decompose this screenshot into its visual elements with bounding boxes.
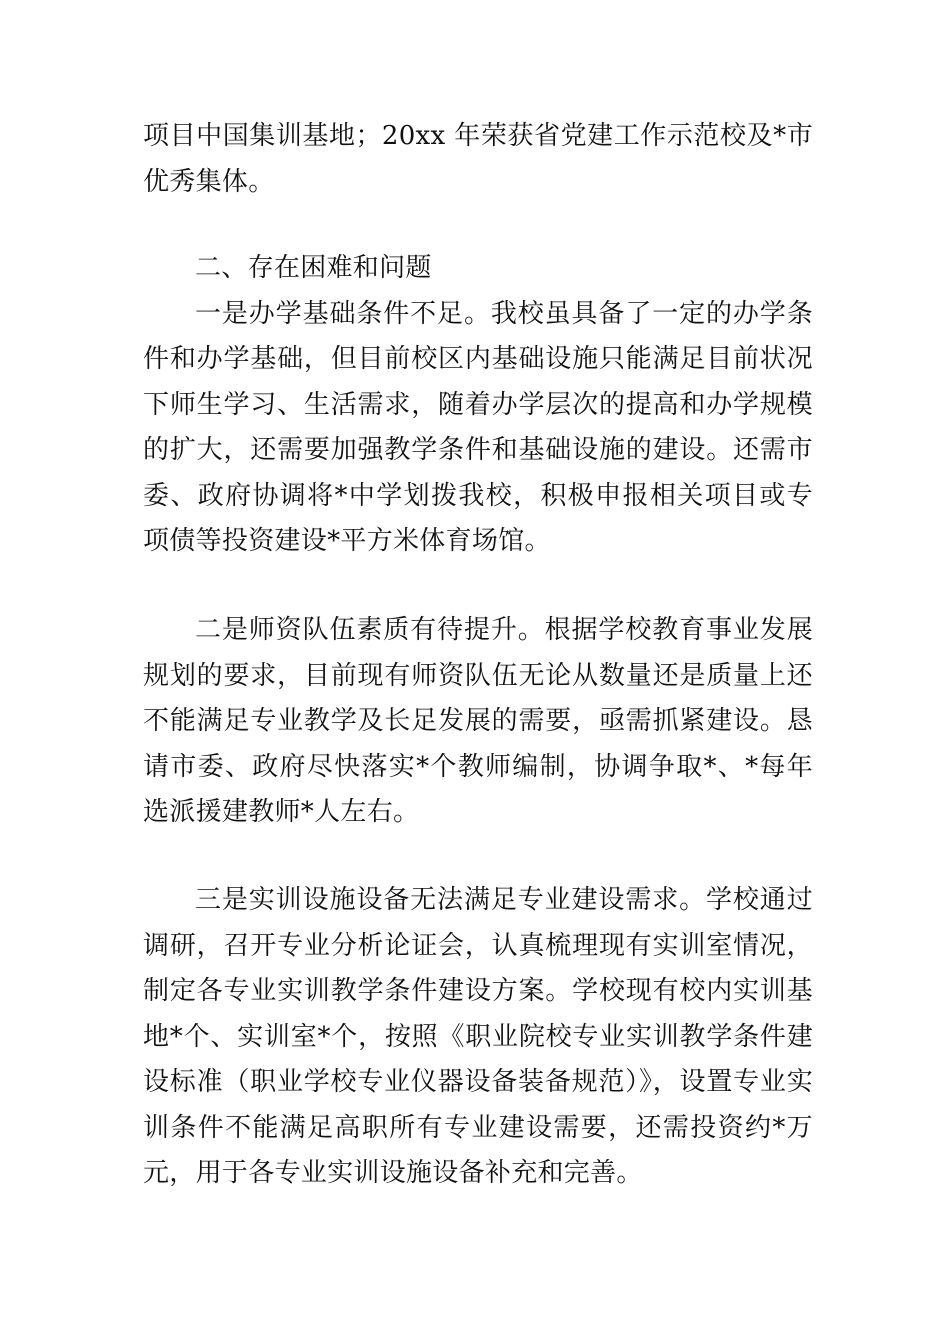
section-heading: 二、存在困难和问题 (195, 253, 432, 283)
section-block (143, 246, 813, 565)
paragraph-teachers: 二是师资队伍素质有待提升。根据学校教育事业发展规划的要求，目前现有师资队伍无论从数量还是质量上还不能满足专业教学及长足发展的需要，亟需抓紧建设。恳请市委、政府尽快落实*个教师编制，协调争取*、*每年选派援建教师*人左右。 (143, 615, 813, 827)
continuation-paragraph (143, 114, 813, 205)
paragraph-facilities: 一是办学基础条件不足。我校虽具备了一定的办学条件和办学基础，但目前校区内基础设施只能满足目前状况下师生学习、生活需求，随着办学层次的提高和办学规模的扩大，还需要加强教学条件和基础设施的建设。还需市委、政府协调将*中学划拨我校，积极申报相关项目或专项债等投资建设*平方米体育场馆。 (143, 298, 813, 556)
paragraph-training: 三是实训设施设备无法满足专业建设需求。学校通过调研，召开专业分析论证会，认真梳理现有实训室情况，制定各专业实训教学条件建设方案。学校现有校内实训基地*个、实训室*个，按照《职业院校专业实训教学条件建设标准（职业学校专业仪器设备装备规范）》，设置专业实训条件不能满足高职所有专业建设需要，还需投资约*万元，用于各专业实训设施设备补充和完善。 (143, 885, 813, 1188)
continuation-text: 项目中国集训基地；20xx 年荣获省党建工作示范校及*市优秀集体。 (143, 121, 813, 197)
paragraph-block-teachers (143, 608, 813, 836)
paragraph-block-training (143, 878, 813, 1197)
